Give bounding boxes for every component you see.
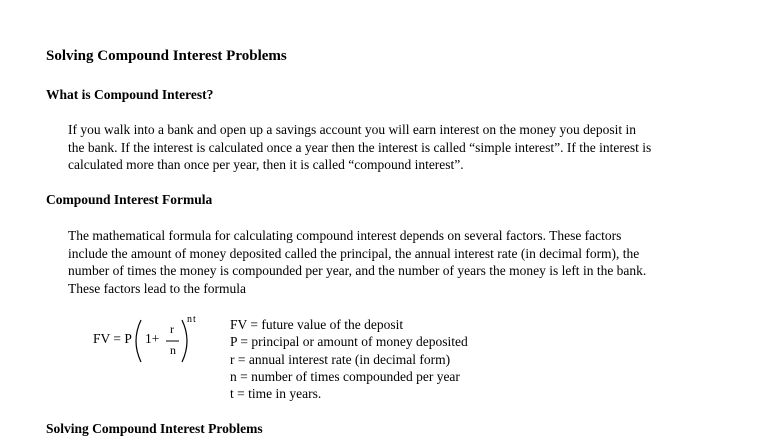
variable-definitions: [230, 316, 468, 402]
definition-line: FV = future value of the deposit: [230, 317, 404, 332]
formula-one-plus: 1+: [145, 331, 160, 346]
compound-interest-formula: [93, 314, 203, 368]
paragraph-line: If you walk into a bank and open up a savings account you will earn interest on the money you deposit in: [68, 122, 636, 137]
paragraph-line: calculated more than once per year, then it is called “compound interest”.: [68, 157, 464, 172]
paragraph-compound-interest-definition: [68, 121, 768, 174]
paragraph-line: These factors lead to the formula: [68, 280, 247, 296]
definition-line: n = number of times compounded per year: [230, 368, 460, 384]
definition-line: t = time in years.: [230, 386, 322, 402]
formula-exponent: nt: [187, 314, 197, 325]
formula-denominator: n: [170, 343, 176, 357]
definition-line: P = principal or amount of money deposited: [230, 334, 468, 350]
section-heading-compound-interest-formula: Compound Interest Formula: [46, 192, 213, 207]
formula-lhs: FV = P: [93, 331, 132, 346]
section-heading-what-is-compound-interest: What is Compound Interest?: [46, 87, 214, 102]
document-title: Solving Compound Interest Problems: [46, 48, 287, 64]
paragraph-line: include the amount of money deposited called the principal, the annual interest rate (in decimal form), the: [68, 245, 640, 261]
definition-line: r = annual interest rate (in decimal form): [230, 351, 451, 367]
left-parenthesis: [136, 320, 141, 362]
section-heading-solving-problems: Solving Compound Interest Problems: [46, 421, 263, 436]
paragraph-formula-explanation: [68, 227, 768, 297]
formula-numerator: r: [170, 322, 174, 336]
paragraph-line: number of times the money is compounded per year, and the number of years the money is left in the bank.: [68, 263, 647, 278]
right-parenthesis: [182, 320, 187, 362]
paragraph-line: the bank. If the interest is calculated once a year then the interest is called “simple interest”. If the interest is: [68, 139, 652, 155]
paragraph-line: The mathematical formula for calculating compound interest depends on several factors. These factors: [68, 228, 622, 243]
